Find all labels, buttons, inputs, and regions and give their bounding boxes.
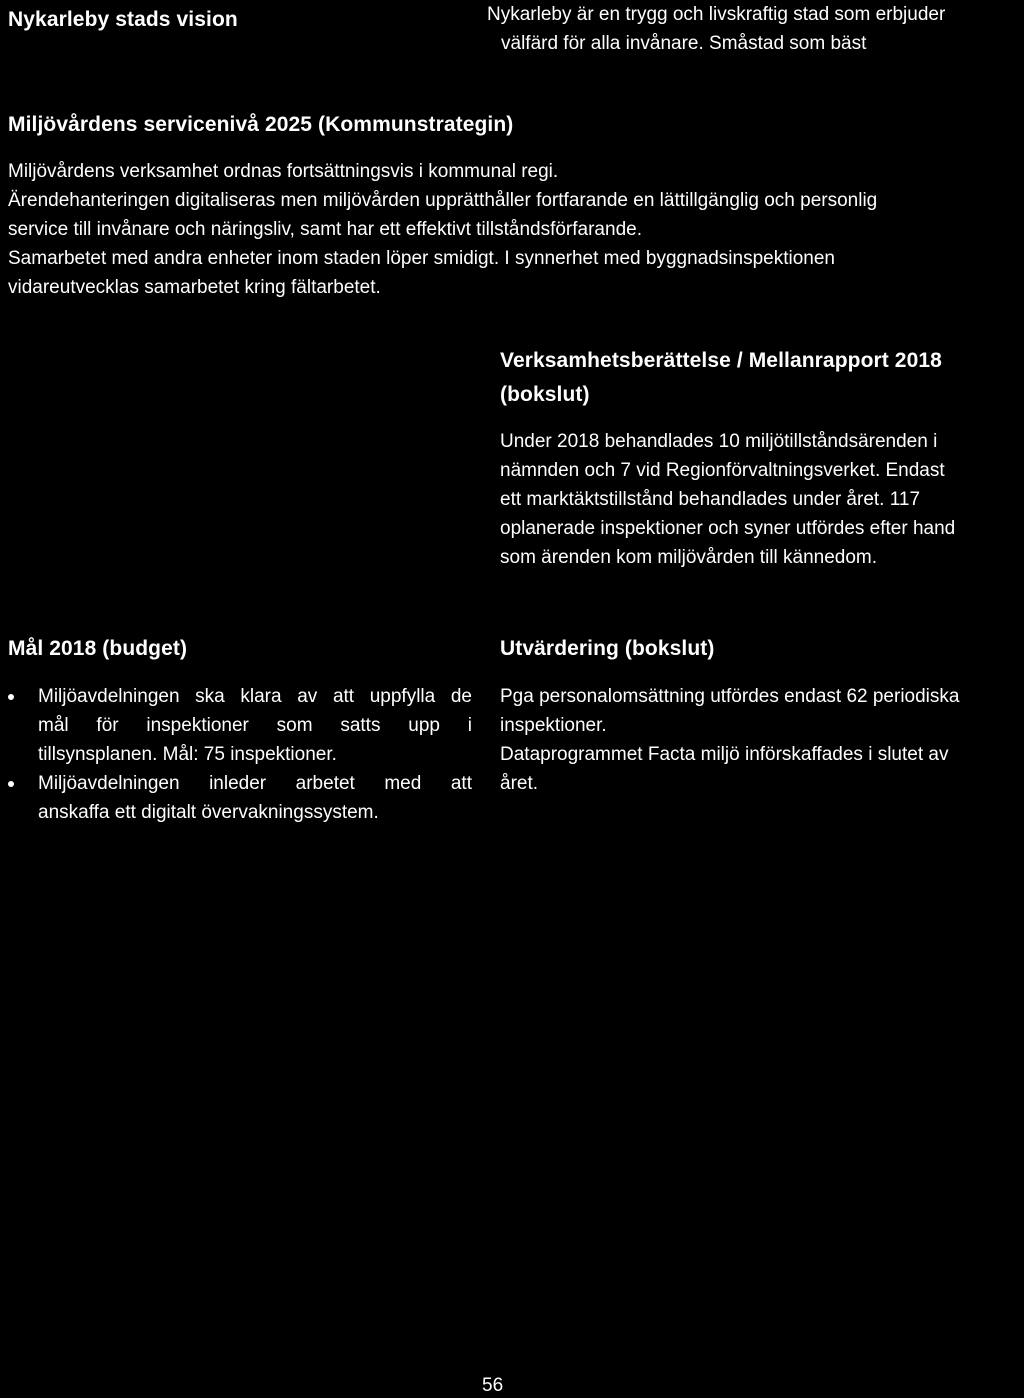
goal-line: Miljöavdelningen ska klara av att uppfylla de <box>38 686 472 707</box>
vision-text <box>487 0 1017 58</box>
goal-line: mål för inspektioner som satts upp i <box>38 715 472 736</box>
service-level-line: Ärendehanteringen digitaliseras men miljövården upprätthåller fortfarande en lättillgänglig och personlig <box>8 190 878 211</box>
goal-item <box>8 682 472 769</box>
evaluation-line: inspektioner. <box>500 715 607 736</box>
vision-line: välfärd för alla invånare. Småstad som bäst <box>501 33 867 54</box>
service-level-line: vidareutvecklas samarbetet kring fältarbetet. <box>8 277 381 298</box>
vision-line: Nykarleby är en trygg och livskraftig stad som erbjuder <box>487 4 946 25</box>
page-number: 56 <box>482 1375 504 1396</box>
evaluation-line: Pga personalomsättning utfördes endast 62 periodiska <box>500 686 960 707</box>
evaluation-line: Dataprogrammet Facta miljö införskaffades i slutet av <box>500 744 949 765</box>
evaluation-heading: Utvärdering (bokslut) <box>500 637 715 660</box>
report-line: som ärenden kom miljövården till kännedom. <box>500 547 878 568</box>
goal-line: tillsynsplanen. Mål: 75 inspektioner. <box>38 744 337 765</box>
service-level-text <box>8 157 1018 302</box>
vision-heading: Nykarleby stads vision <box>8 8 238 31</box>
goals-list <box>8 682 472 827</box>
report-heading-line: (bokslut) <box>500 383 590 406</box>
report-heading <box>500 344 1020 412</box>
report-line: ett marktäktstillstånd behandlades under året. 117 <box>500 489 921 510</box>
goal-line: Miljöavdelningen inleder arbetet med att <box>38 773 472 794</box>
service-level-heading: Miljövårdens servicenivå 2025 (Kommunstrategin) <box>8 113 514 136</box>
evaluation-text <box>500 682 1020 798</box>
service-level-line: service till invånare och näringsliv, samt har ett effektivt tillståndsförfarande. <box>8 219 642 240</box>
bullet-icon <box>8 694 14 700</box>
goal-item <box>8 769 472 827</box>
evaluation-line: året. <box>500 773 539 794</box>
report-heading-line: Verksamhetsberättelse / Mellanrapport 2018 <box>500 349 942 372</box>
goals-heading: Mål 2018 (budget) <box>8 637 188 660</box>
report-line: oplanerade inspektioner och syner utfördes efter hand <box>500 518 956 539</box>
bullet-icon <box>8 781 14 787</box>
service-level-line: Samarbetet med andra enheter inom staden löper smidigt. I synnerhet med byggnadsinspektionen <box>8 248 835 269</box>
goal-line: anskaffa ett digitalt övervakningssystem. <box>38 802 379 823</box>
service-level-line: Miljövårdens verksamhet ordnas fortsättningsvis i kommunal regi. <box>8 161 559 182</box>
report-text <box>500 427 1020 572</box>
report-line: nämnden och 7 vid Regionförvaltningsverket. Endast <box>500 460 945 481</box>
report-line: Under 2018 behandlades 10 miljötillståndsärenden i <box>500 431 938 452</box>
